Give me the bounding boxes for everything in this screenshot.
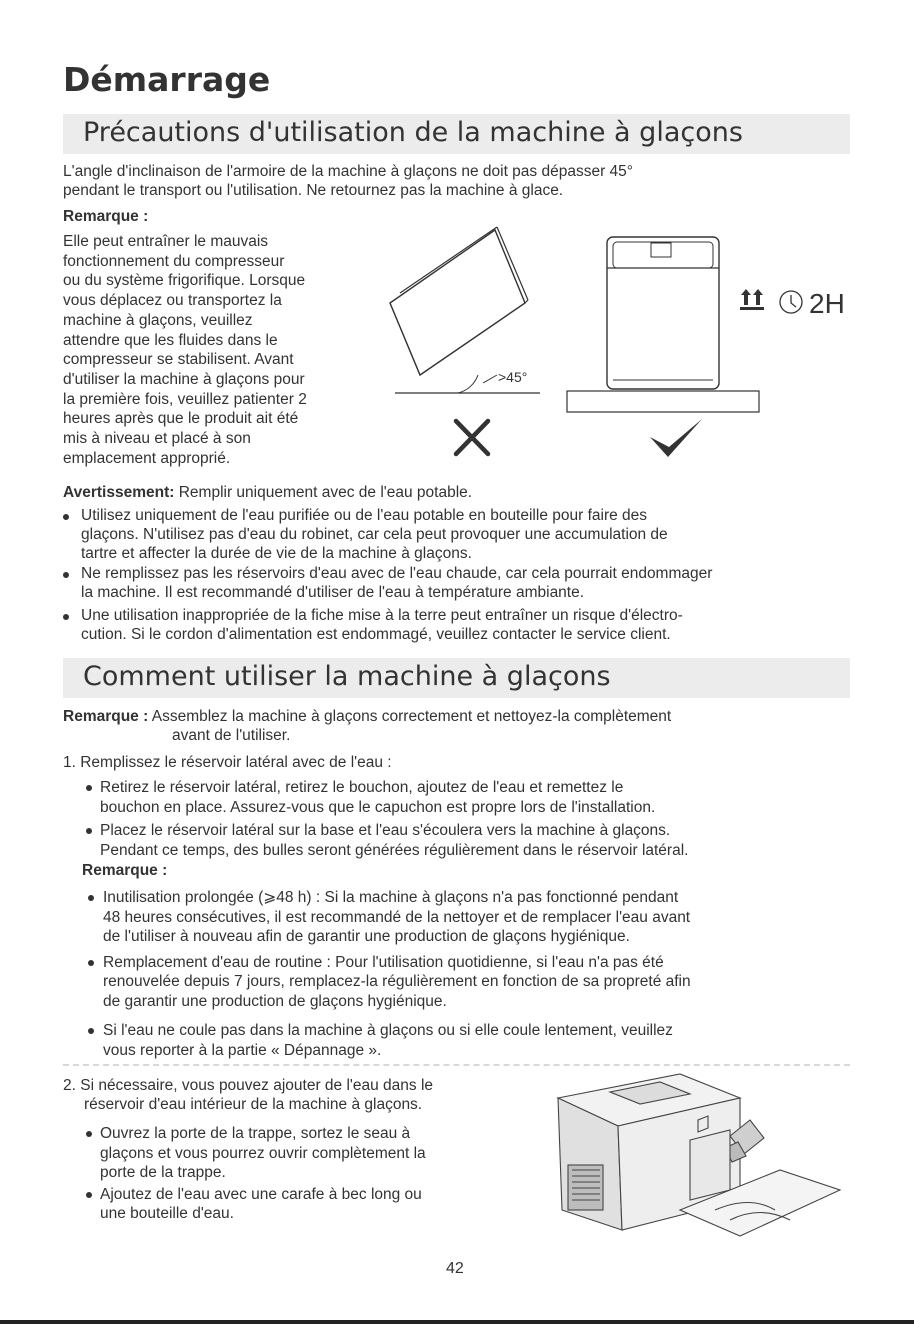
step2-bullet-item: Ajoutez de l'eau avec une carafe à bec long ou une bouteille d'eau.	[82, 1185, 426, 1224]
step1-title: 1. Remplissez le réservoir latéral avec de l'eau :	[63, 754, 392, 771]
step2-bullet-item: Ouvrez la porte de la trappe, sortez le seau à glaçons et vous pourrez ouvrir complètement la porte de la trappe.	[82, 1124, 426, 1183]
warning-bullet-item: Une utilisation inappropriée de la fiche mise à la terre peut entraîner un risque d'électro- cution. Si le cordon d'alimentation est endommagé, veuillez contacter le service client.	[63, 607, 863, 645]
cross-icon	[456, 421, 488, 454]
angle-label: >45°	[498, 369, 528, 385]
up-arrows-icon	[740, 289, 764, 310]
remark-line: ou du système frigorifique. Lorsque	[63, 272, 306, 290]
remark-line: d'utiliser la machine à glaçons pour	[63, 370, 305, 388]
remark-line: machine à glaçons, veuillez	[63, 311, 253, 329]
step1-remark-item: Si l'eau ne coule pas dans la machine à glaçons ou si elle coule lentement, veuillez vous reporter à la partie « Dépannage ».	[85, 1021, 691, 1060]
check-icon	[650, 419, 702, 457]
warning-bullet-item: Utilisez uniquement de l'eau purifiée ou de l'eau potable en bouteille pour faire des glaçons. N'utilisez pas d'eau du robinet, car cela peut provoquer une accumulation de tartre et affecter la durée de vie de la machine à glaçons.	[63, 507, 863, 563]
tilt-figure	[380, 225, 860, 465]
usage-remark: Remarque : Assemblez la machine à glaçons correctement et nettoyez-la complètement avant de l'utiliser.	[63, 708, 672, 745]
bottom-rule	[0, 1320, 914, 1324]
wait-label: 2H	[809, 288, 845, 319]
clock-icon	[780, 291, 802, 313]
machine-refill-illustration	[550, 1070, 850, 1242]
page-number: 42	[446, 1260, 464, 1277]
remark-line: la première fois, veuillez patienter 2	[63, 390, 307, 408]
step1-remark-bullets	[85, 888, 691, 1060]
step1-bullet-item: Retirez le réservoir latéral, retirez le bouchon, ajoutez de l'eau et remettez le bouchon en place. Assurez-vous que le capuchon est propre lors de l'installation.	[82, 778, 688, 817]
step1-bullet-item: Placez le réservoir latéral sur la base et l'eau s'écoulera vers la machine à glaçons. Pendant ce temps, des bulles seront générées régulièrement dans le réservoir latéral.	[82, 821, 688, 860]
remark-line: vous déplacez ou transportez la	[63, 292, 282, 310]
remark-line: emplacement approprié.	[63, 449, 231, 467]
step1-bullets	[82, 778, 688, 860]
step1-remark-item: Remplacement d'eau de routine : Pour l'utilisation quotidienne, si l'eau n'a pas été renouvelée depuis 7 jours, remplacez-la régulièrement en fonction de sa propreté afin de garantir une production de glaçons hygiénique.	[85, 953, 691, 1012]
remark-paragraph	[63, 232, 307, 468]
remark-line: attendre que les fluides dans le	[63, 331, 278, 349]
step1-remark-item: Inutilisation prolongée (⩾48 h) : Si la machine à glaçons n'a pas fonctionné pendant 48 heures consécutives, il est recommandé de la nettoyer et de remplacer l'eau avant de l'utiliser à nouveau afin de garantir une production de glaçons hygiénique.	[85, 888, 691, 947]
section-heading-usage: Comment utiliser la machine à glaçons	[63, 658, 850, 698]
remark-line: compresseur se stabilisent. Avant	[63, 351, 294, 369]
tilt-box-icon	[390, 227, 528, 375]
upright-machine-icon	[567, 237, 759, 412]
warning-bullet-item: Ne remplissez pas les réservoirs d'eau avec de l'eau chaude, car cela pourrait endommager la machine. Il est recommandé d'utiliser de l'eau à température ambiante.	[63, 565, 863, 603]
remark-line: heures après que le produit ait été	[63, 410, 299, 428]
page-title: Démarrage	[63, 60, 271, 99]
remark-line: fonctionnement du compresseur	[63, 252, 285, 270]
remark-line: Elle peut entraîner le mauvais	[63, 233, 269, 250]
divider	[63, 1064, 850, 1066]
warning-line: Avertissement: Remplir uniquement avec de l'eau potable.	[63, 484, 473, 501]
remark-label: Remarque :	[63, 208, 149, 225]
step1-remark-label: Remarque :	[82, 862, 168, 879]
intro-paragraph: L'angle d'inclinaison de l'armoire de la machine à glaçons ne doit pas dépasser 45° pendant le transport ou l'utilisation. Ne retournez pas la machine à glace.	[63, 163, 633, 200]
step2-bullets	[82, 1124, 426, 1224]
section-heading-precautions: Précautions d'utilisation de la machine à glaçons	[63, 114, 850, 154]
step2-title: 2. Si nécessaire, vous pouvez ajouter de l'eau dans le réservoir d'eau intérieur de la machine à glaçons.	[63, 1077, 434, 1114]
warning-bullets	[63, 507, 863, 645]
remark-line: mis à niveau et placé à son	[63, 430, 251, 448]
